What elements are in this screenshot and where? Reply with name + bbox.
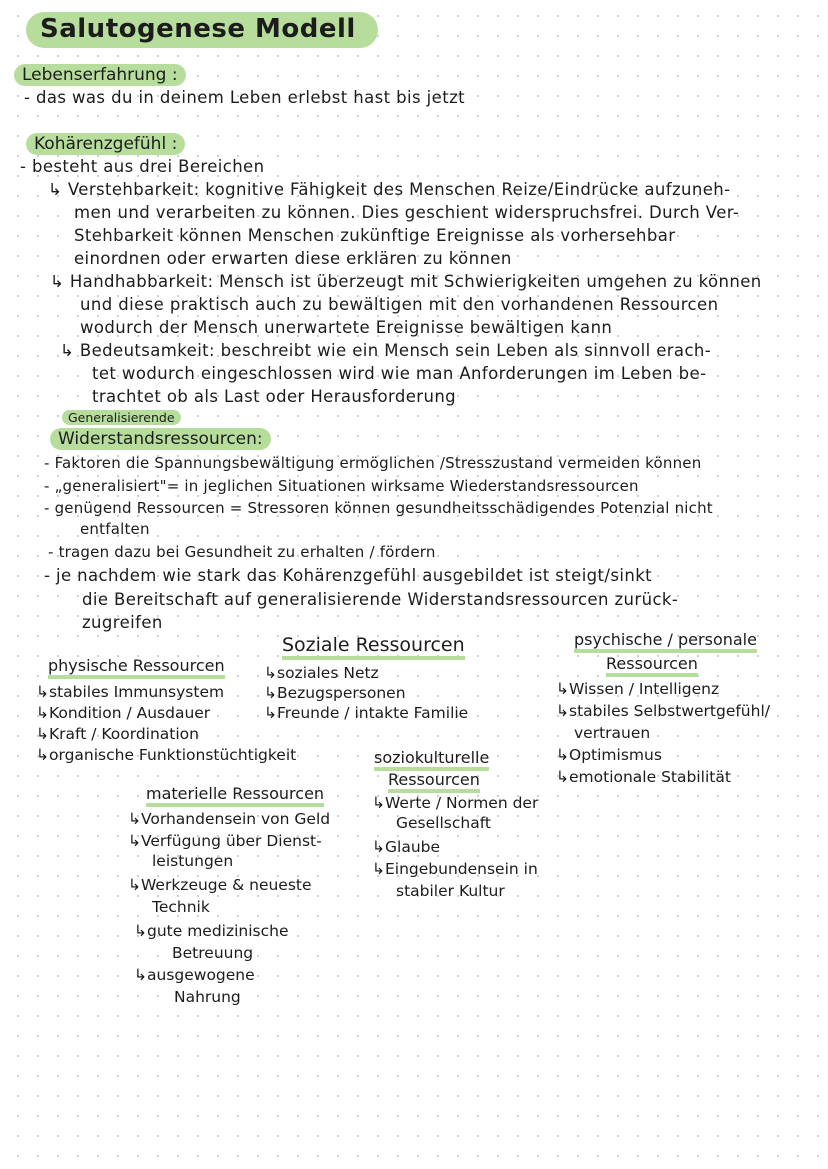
materielle-item: Nahrung [174,988,241,1006]
kohaerenz-line: tet wodurch eingeschlossen wird wie man Anforderungen im Leben be- [92,364,707,383]
kohaerenz-line: men und verarbeiten zu können. Dies geschient widerspruchsfrei. Durch Ver- [74,203,740,222]
heading-psychische-ressourcen: psychische / personale [574,630,757,653]
widerstand-line: - genügend Ressourcen = Stressoren können gesundheitsschädigendes Potenzial nicht [44,499,713,517]
widerstand-line: die Bereitschaft auf generalisierende Widerstandsressourcen zurück- [82,590,679,609]
soziokulturelle-item: ↳ Werte / Normen der [372,794,538,812]
materielle-item: ↳ gute medizinische [134,922,289,940]
physische-item: ↳ Kraft / Koordination [36,725,199,743]
soziokulturelle-item: ↳ Eingebundensein in [372,860,538,878]
heading-kohaerenzgefuehl: Kohärenzgefühl : [26,133,185,155]
heading-materielle-ressourcen: materielle Ressourcen [146,784,324,807]
kohaerenz-line: Stehbarkeit können Menschen zukünftige Ereignisse als vorhersehbar [74,226,676,245]
widerstand-line: entfalten [80,520,150,538]
physische-item: ↳ stabiles Immunsystem [36,683,224,701]
heading-lebenserfahrung: Lebenserfahrung : [14,64,186,86]
page-title: Salutogenese Modell [26,12,378,48]
kohaerenz-line: ↳ Verstehbarkeit: kognitive Fähigkeit des Menschen Reize/Eindrücke aufzuneh- [48,180,731,199]
psychische-item: ↳ Optimismus [556,746,662,764]
psychische-item: ↳ stabiles Selbstwertgefühl/ [556,702,770,720]
heading-psychische-ressourcen-2: Ressourcen [606,654,698,677]
kohaerenz-line: trachtet ob als Last oder Herausforderung [92,387,457,406]
soziokulturelle-item: ↳ Glaube [372,838,440,856]
widerstand-line: - tragen dazu bei Gesundheit zu erhalten / fördern [48,543,436,561]
materielle-item: ↳ Vorhandensein von Geld [128,810,330,828]
soziale-item: ↳ Bezugspersonen [264,684,406,702]
materielle-item: ↳ Verfügung über Dienst- [128,832,322,850]
kohaerenz-line: und diese praktisch auch zu bewältigen mit den vorhandenen Ressourcen [80,295,719,314]
widerstand-line: zugreifen [82,613,163,632]
kohaerenz-line: wodurch der Mensch unerwartete Ereignisse bewältigen kann [80,318,613,337]
kohaerenz-line: ↳ Bedeutsamkeit: beschreibt wie ein Mensch sein Leben als sinnvoll erach- [60,341,712,360]
materielle-item: Betreuung [172,944,254,962]
soziokulturelle-item: Gesellschaft [396,814,491,832]
psychische-item: ↳ emotionale Stabilität [556,768,731,786]
heading-generalisierende: Generalisierende [62,410,181,425]
materielle-item: leistungen [152,852,234,870]
soziale-item: ↳ Freunde / intakte Familie [264,704,468,722]
kohaerenz-line: - besteht aus drei Bereichen [20,157,265,176]
materielle-item: ↳ Werkzeuge & neueste [128,876,312,894]
materielle-item: Technik [152,898,210,916]
soziale-item: ↳ soziales Netz [264,664,379,682]
psychische-item: ↳ Wissen / Intelligenz [556,680,719,698]
heading-soziokulturelle-ressourcen: soziokulturelle [374,748,489,771]
widerstand-line: - „generalisiert"= in jeglichen Situationen wirksame Wiederstandsressourcen [44,477,639,495]
materielle-item: ↳ ausgewogene [134,966,255,984]
heading-physische-ressourcen: physische Ressourcen [48,656,225,679]
widerstand-line: - Faktoren die Spannungsbewältigung ermöglichen /Stresszustand vermeiden können [44,454,702,472]
heading-soziale-ressourcen: Soziale Ressourcen [282,634,465,660]
widerstand-line: - je nachdem wie stark das Kohärenzgefühl ausgebildet ist steigt/sinkt [44,566,653,585]
kohaerenz-line: ↳ Handhabbarkeit: Mensch ist überzeugt mit Schwierigkeiten umgehen zu können [50,272,762,291]
lebenserfahrung-text: - das was du in deinem Leben erlebst hast bis jetzt [24,88,466,107]
kohaerenz-line: einordnen oder erwarten diese erklären zu können [74,249,512,268]
soziokulturelle-item: stabiler Kultur [396,882,505,900]
psychische-item: vertrauen [574,724,651,742]
heading-soziokulturelle-ressourcen-2: Ressourcen [388,770,480,793]
heading-widerstandsressourcen: Widerstandsressourcen: [50,428,271,450]
physische-item: ↳ Kondition / Ausdauer [36,704,210,722]
physische-item: ↳ organische Funktionstüchtigkeit [36,746,296,764]
